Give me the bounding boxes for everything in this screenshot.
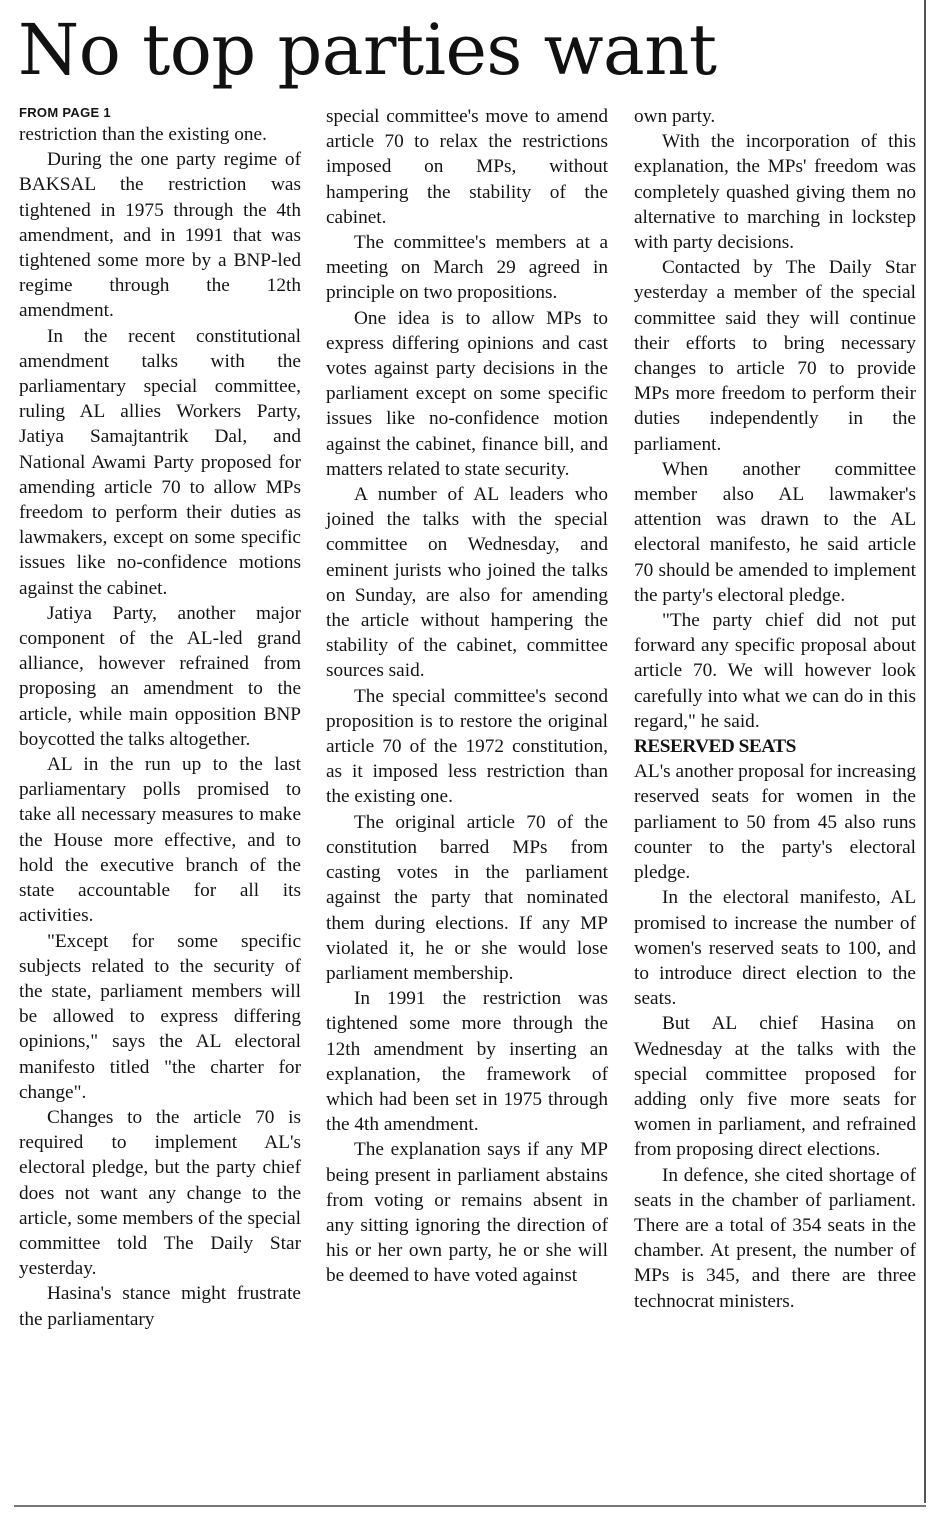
paragraph: The original article 70 of the constitution barred MPs from casting votes in the parliament against the party that nominated them during elections. If any MP violated it, he or she would lose parliament membership.	[326, 811, 608, 984]
paragraph: The special committee's second proposition is to restore the original article 70 of the 1972 constitution, as it imposed less restriction than the existing one.	[326, 685, 608, 808]
paragraph: "Except for some specific subjects related to the security of the state, parliament members will be allowed to express differing opinions," says the AL electoral manifesto titled "the charter for change".	[19, 930, 301, 1103]
page-frame-right	[924, 0, 926, 1503]
paragraph: One idea is to allow MPs to express differing opinions and cast votes against party decisions in the parliament except on some specific issues like no-confidence motion against the cabinet, finance bill, and matters related to state security.	[326, 307, 608, 480]
paragraph: "The party chief did not put forward any specific proposal about article 70. We will however look carefully into what we can do in this regard," he said.	[634, 610, 916, 732]
article-column-2	[326, 104, 608, 1289]
paragraph: With the incorporation of this explanation, the MPs' freedom was completely quashed giving them no alternative to marching in lockstep with party decisions.	[634, 131, 916, 254]
kicker-from-page-1: FROM PAGE 1	[19, 105, 111, 120]
paragraph: Jatiya Party, another major component of the AL-led grand alliance, however refrained from proposing an amendment to the article, while main opposition BNP boycotted the talks altogether.	[19, 602, 301, 750]
paragraph: Changes to the article 70 is required to implement AL's electoral pledge, but the party chief does not want any change to the article, some members of the special committee told The Daily Star yesterday.	[19, 1106, 301, 1280]
paragraph: When another committee member also AL lawmaker's attention was drawn to the AL electoral manifesto, he said article 70 should be amended to implement the party's electoral pledge.	[634, 458, 916, 606]
paragraph: Contacted by The Daily Star yesterday a member of the special committee said they will continue their efforts to bring necessary changes to article 70 to provide MPs more freedom to perform their duties independently in the parliament.	[634, 257, 916, 455]
paragraph: AL in the run up to the last parliamentary polls promised to take all necessary measures to make the House more effective, and to hold the executive branch of the state accountable for all its activities.	[19, 754, 301, 927]
paragraph: But AL chief Hasina on Wednesday at the talks with the special committee proposed for adding only five more seats for women in parliament, and refrained from proposing direct elections.	[634, 1013, 916, 1161]
paragraph: restriction than the existing one.	[19, 124, 267, 145]
page-frame-bottom	[14, 1505, 926, 1507]
paragraph: The explanation says if any MP being present in parliament abstains from voting or remains absent in any sitting ignoring the direction of his or her own party, he or she will be deemed to have voted against	[326, 1139, 608, 1287]
paragraph: During the one party regime of BAKSAL the restriction was tightened in 1975 through the 4th amendment, and in 1991 that was tightened some more by a BNP-led regime through the 12th amendment.	[19, 149, 301, 322]
paragraph: special committee's move to amend article 70 to relax the restrictions imposed on MPs, without hampering the stability of the cabinet.	[326, 106, 608, 228]
article-column-3	[634, 104, 916, 1314]
headline: No top parties want	[18, 9, 717, 91]
paragraph: own party.	[634, 106, 716, 127]
paragraph: In 1991 the restriction was tightened some more through the 12th amendment by inserting an explanation, the framework of which had been set in 1975 through the 4th amendment.	[326, 988, 608, 1136]
paragraph: The committee's members at a meeting on March 29 agreed in principle on two propositions.	[326, 232, 608, 304]
paragraph: In defence, she cited shortage of seats in the chamber of parliament. There are a total of 354 seats in the chamber. At present, the number of MPs is 345, and there are three technocrat ministers.	[634, 1164, 916, 1312]
paragraph: AL's another proposal for increasing reserved seats for women in the parliament to 50 from 45 also runs counter to the party's electoral pledge.	[634, 761, 916, 884]
article-column-1	[19, 104, 301, 1332]
subhead-reserved-seats: RESERVED SEATS	[634, 736, 796, 758]
paragraph: In the electoral manifesto, AL promised to increase the number of women's reserved seats to 100, and to introduce direct election to the seats.	[634, 887, 916, 1010]
paragraph: Hasina's stance might frustrate the parliamentary	[19, 1283, 301, 1330]
paragraph: A number of AL leaders who joined the talks with the special committee on Wednesday, and eminent jurists who joined the talks on Sunday, are also for amending the article without hampering the stability of the cabinet, committee sources said.	[326, 484, 608, 682]
paragraph: In the recent constitutional amendment talks with the parliamentary special committee, ruling AL allies Workers Party, Jatiya Samajtantrik Dal, and National Awami Party proposed for amending article 70 to allow MPs freedom to perform their duties as lawmakers, except on some specific issues like no-confidence motions against the cabinet.	[19, 325, 301, 599]
